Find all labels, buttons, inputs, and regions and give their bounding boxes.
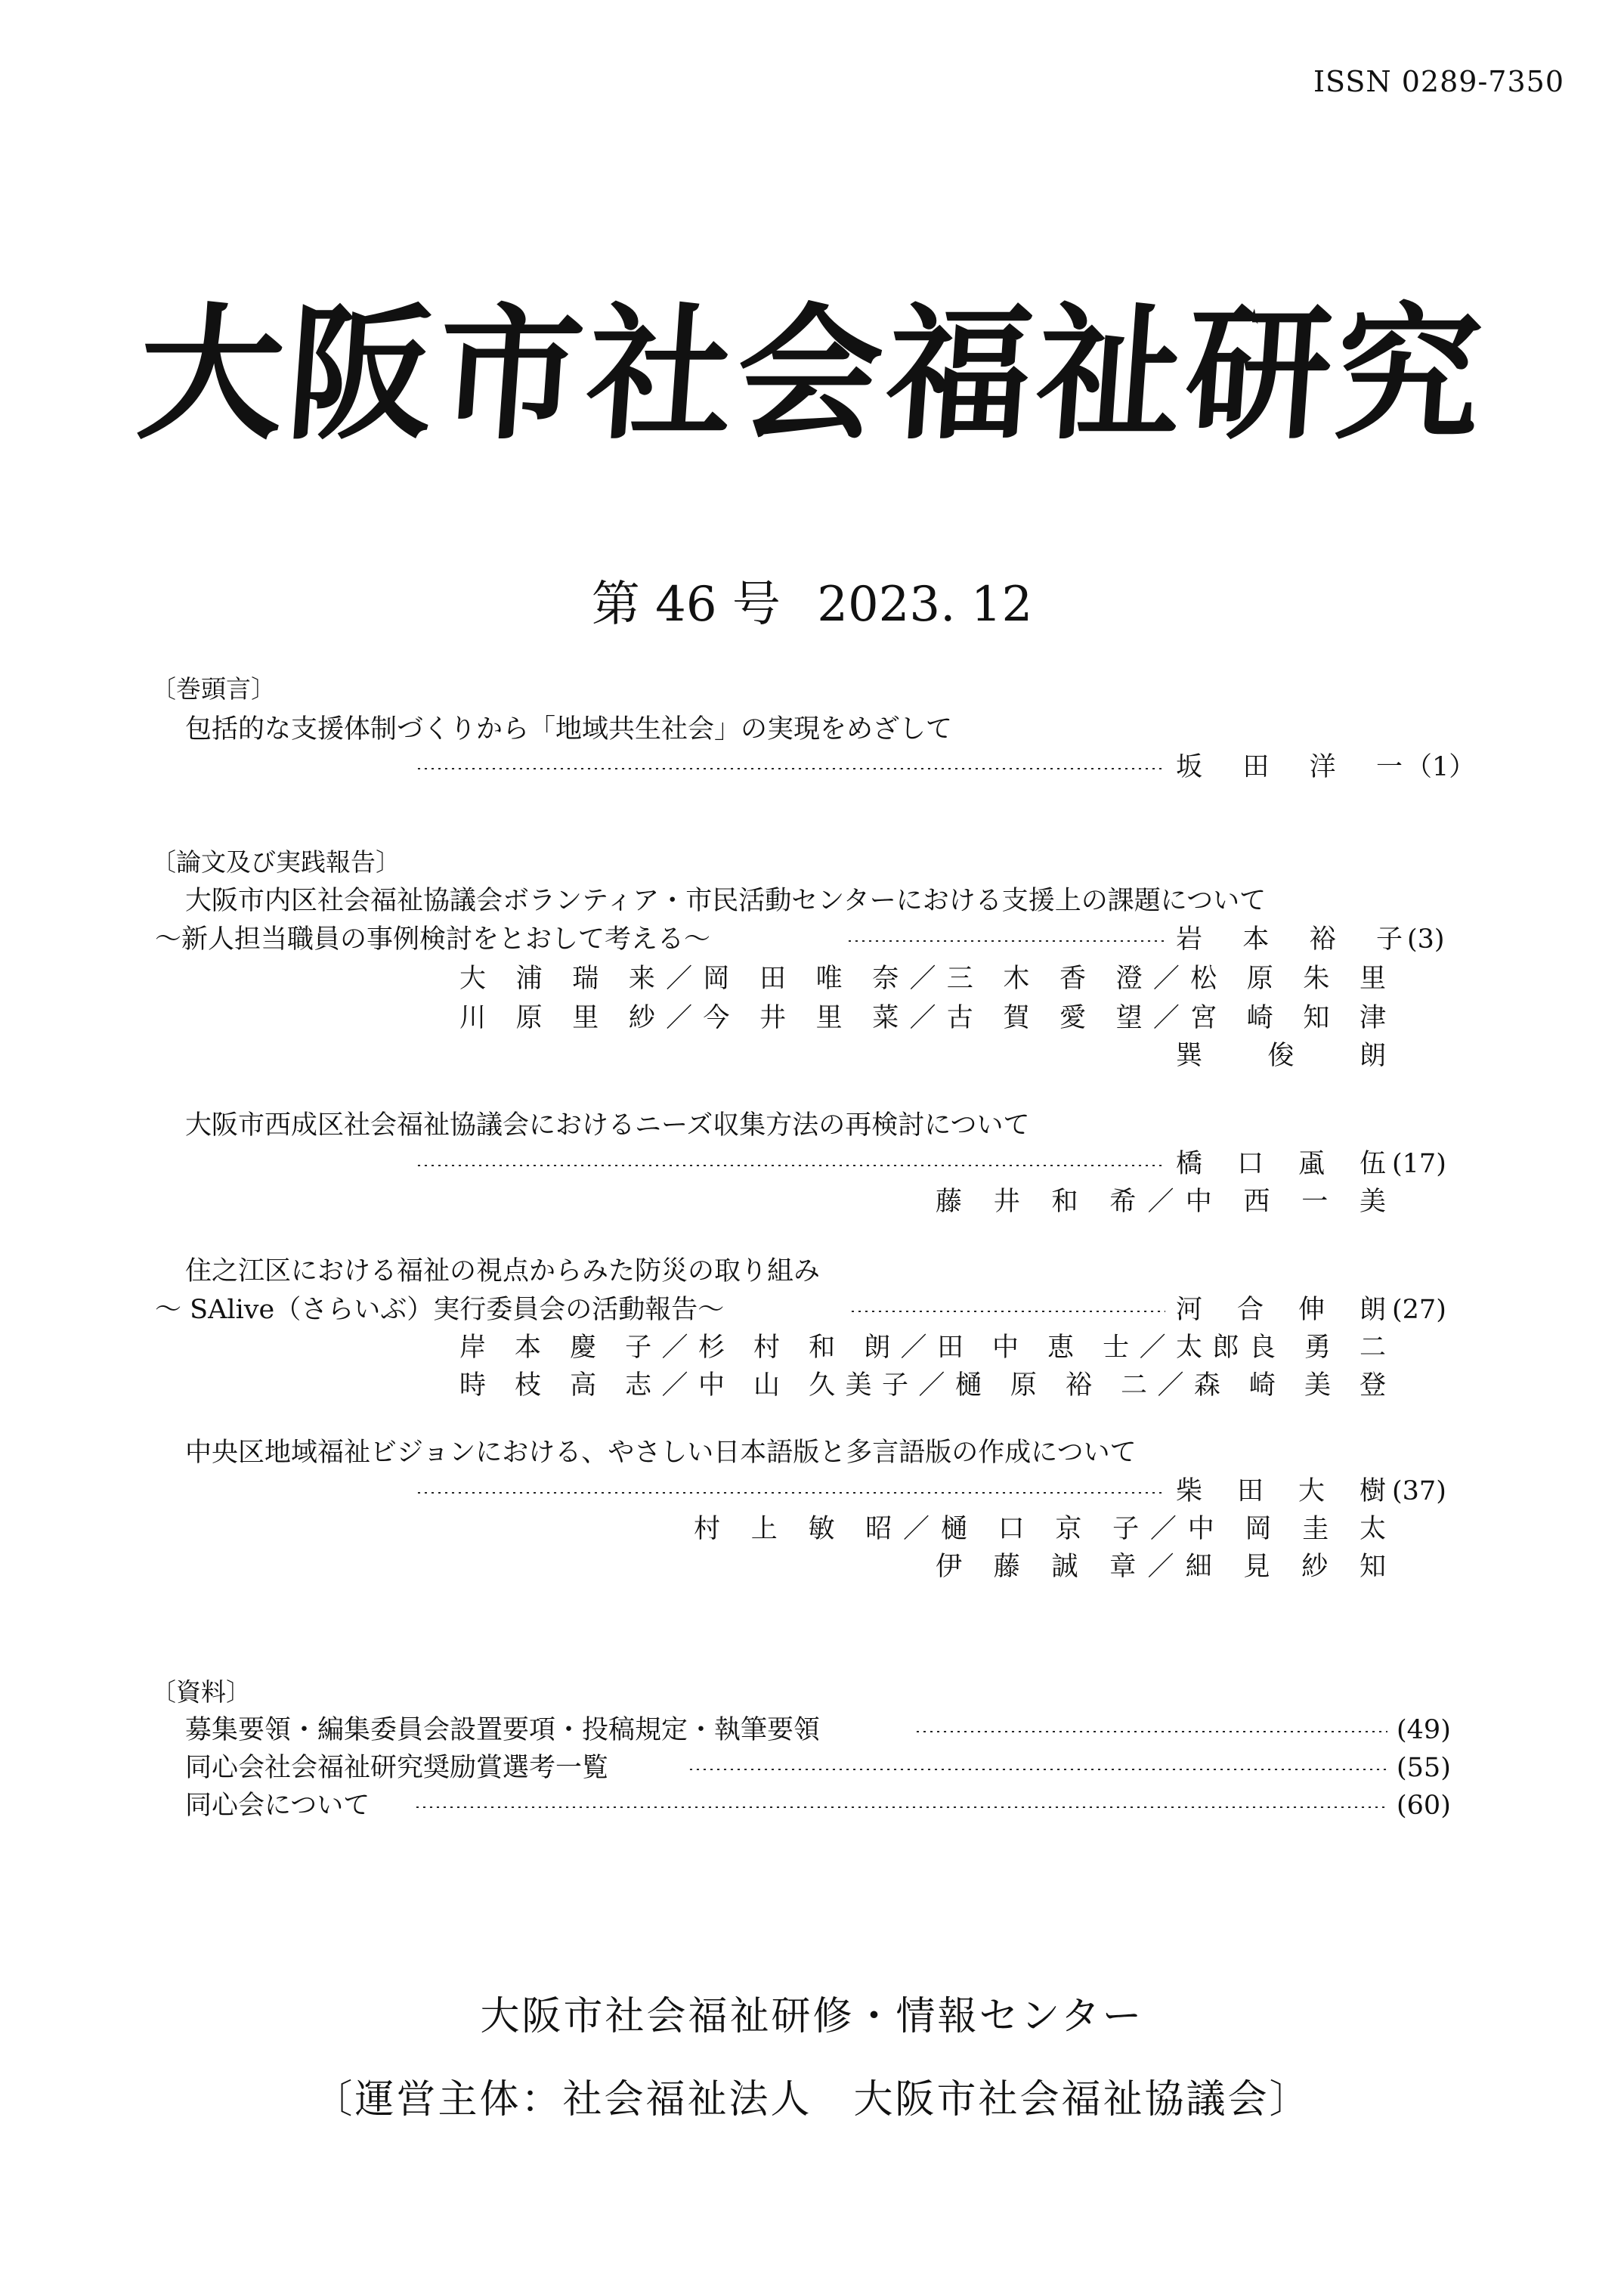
article-title: 同心会社会福祉研究奨励賞選考一覧: [185, 1753, 609, 1783]
section-heading-papers: 〔論文及び実践報告〕: [151, 847, 401, 877]
page-number: (55): [1397, 1753, 1451, 1783]
issn: ISSN 0289-7350: [1313, 65, 1564, 98]
publisher-name: 大阪市社会福祉研修・情報センター: [480, 1994, 1144, 2039]
coauthors-line: 大 浦 瑞 来／岡 田 唯 奈／三 木 香 澄／松 原 朱 里: [459, 964, 1386, 994]
lead-author: 河 合 伸 朗: [1176, 1295, 1386, 1325]
coauthors-line: 川 原 里 紗／今 井 里 菜／古 賀 愛 望／宮 崎 知 津: [459, 1003, 1386, 1033]
issue-line: [0, 577, 1624, 633]
lead-author: 柴 田 大 樹: [1176, 1476, 1386, 1506]
article-title: 大阪市西成区社会福祉協議会におけるニーズ収集方法の再検討について: [185, 1110, 1030, 1141]
page-number: (17): [1392, 1149, 1446, 1179]
dot-leader: [688, 1769, 1387, 1770]
coauthors-line: 巽 俊 朗: [1176, 1041, 1386, 1071]
dot-leader: [416, 1165, 1165, 1166]
page-number: (37): [1392, 1476, 1446, 1506]
dot-leader: [849, 1311, 1165, 1312]
section-heading-foreword: 〔巻頭言〕: [151, 674, 276, 704]
section-heading-materials: 〔資料〕: [151, 1677, 251, 1707]
coauthors-line: 村 上 敏 昭／樋 口 京 子／中 岡 圭 太: [694, 1514, 1386, 1544]
article-title: 大阪市内区社会福祉協議会ボランティア・市民活動センターにおける支援上の課題について: [185, 886, 1267, 916]
article-title: 包括的な支援体制づくりから「地域共生社会」の実現をめざして: [185, 714, 953, 745]
dot-leader: [414, 1806, 1387, 1808]
issue-number: 第 46 号: [591, 577, 781, 633]
page-number: (3): [1407, 924, 1445, 955]
lead-author: 坂 田 洋 一: [1176, 752, 1403, 782]
page-number: （1）: [1406, 752, 1476, 782]
page-number: (49): [1397, 1715, 1451, 1745]
operator-line: 〔運営主体：社会福祉法人 大阪市社会福祉協議会〕: [313, 2077, 1311, 2122]
dot-leader: [416, 768, 1165, 769]
journal-title: 大阪市社会福祉研究: [132, 289, 1492, 460]
issue-date: 2023. 12: [817, 577, 1033, 633]
article-title: 同心会について: [185, 1791, 370, 1821]
article-title: 募集要領・編集委員会設置要項・投稿規定・執筆要領: [185, 1715, 821, 1745]
article-subtitle: ～ SAlive（さらいぶ）実行委員会の活動報告～: [155, 1295, 725, 1325]
dot-leader: [846, 940, 1165, 942]
dot-leader: [914, 1731, 1387, 1732]
coauthors-line: 岸 本 慶 子／杉 村 和 朗／田 中 恵 士／太郎良 勇 二: [459, 1333, 1386, 1363]
lead-author: 橋 口 颪 伍: [1176, 1149, 1386, 1179]
article-title: 中央区地域福祉ビジョンにおける、やさしい日本語版と多言語版の作成について: [185, 1438, 1137, 1468]
page-number: (60): [1397, 1791, 1451, 1821]
page-number: (27): [1392, 1295, 1446, 1325]
coauthors-line: 伊 藤 誠 章／細 見 紗 知: [936, 1552, 1386, 1582]
dot-leader: [416, 1492, 1165, 1494]
article-subtitle: ～新人担当職員の事例検討をとおして考える～: [155, 924, 711, 955]
coauthors-line: 時 枝 高 志／中 山 久美子／樋 原 裕 二／森 崎 美 登: [459, 1370, 1386, 1401]
coauthors-line: 藤 井 和 希／中 西 一 美: [936, 1187, 1386, 1217]
article-title: 住之江区における福祉の視点からみた防災の取り組み: [185, 1256, 821, 1286]
lead-author: 岩 本 裕 子: [1176, 924, 1403, 955]
